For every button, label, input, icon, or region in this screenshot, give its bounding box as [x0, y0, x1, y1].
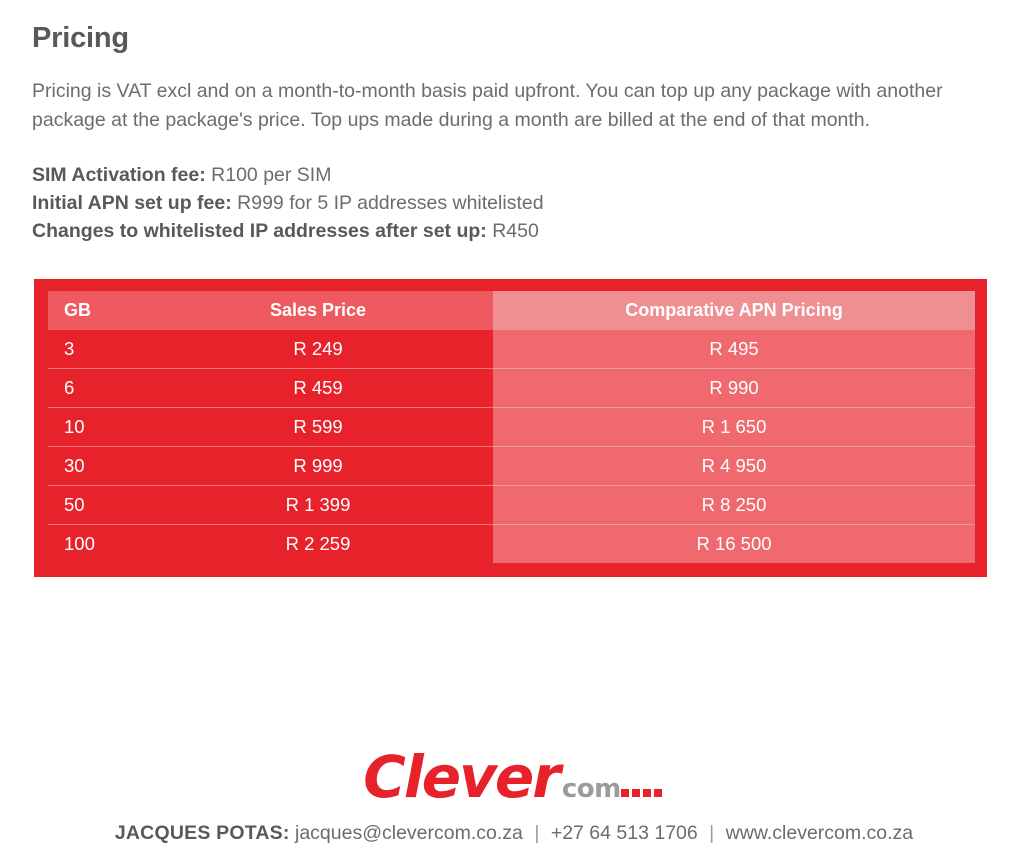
cell-gb: 10 — [48, 408, 143, 447]
cell-sales-price: R 1 399 — [143, 486, 493, 525]
table-row — [48, 447, 975, 486]
cell-sales-price: R 599 — [143, 408, 493, 447]
cell-apn-price: R 990 — [493, 369, 975, 408]
table-row — [48, 408, 975, 447]
fee-list — [32, 161, 998, 245]
fee-label: Initial APN set up fee: — [32, 192, 232, 214]
page-title: Pricing — [32, 22, 129, 54]
cell-apn-price: R 1 650 — [493, 408, 975, 447]
fee-line — [32, 161, 998, 189]
cell-apn-price: R 4 950 — [493, 447, 975, 486]
page-footer — [0, 743, 1028, 845]
cell-sales-price: R 2 259 — [143, 525, 493, 564]
logo-suffix-text: com — [561, 774, 621, 804]
fee-line — [32, 217, 998, 245]
table-row — [48, 525, 975, 564]
column-header-comparative-apn-pricing: Comparative APN Pricing — [493, 291, 975, 330]
table-body — [48, 330, 975, 563]
cell-gb: 50 — [48, 486, 143, 525]
intro-paragraph: Pricing is VAT excl and on a month-to-month basis paid upfront. You can top up any package with another package at the package's price. Top ups made during a month are billed at the end of that month. — [32, 80, 943, 131]
fee-line — [32, 189, 998, 217]
contact-separator: | — [534, 822, 540, 844]
contact-separator: | — [709, 822, 715, 844]
fee-label: Changes to whitelisted IP addresses after set up: — [32, 220, 487, 242]
table-row — [48, 330, 975, 369]
column-header-gb: GB — [48, 291, 143, 330]
cell-sales-price: R 459 — [143, 369, 493, 408]
contact-name: JACQUES POTAS: — [114, 822, 290, 844]
contact-email[interactable]: jacques@clevercom.co.za — [295, 822, 523, 844]
cell-gb: 100 — [48, 525, 143, 564]
logo-suffix-block — [562, 776, 665, 808]
table-row — [48, 369, 975, 408]
fee-label: SIM Activation fee: — [32, 164, 206, 186]
cell-apn-price: R 8 250 — [493, 486, 975, 525]
table-header-row — [48, 291, 975, 330]
clevercom-logo — [363, 743, 664, 811]
pricing-table — [48, 291, 975, 563]
fee-value: R100 per SIM — [211, 164, 332, 186]
cell-apn-price: R 495 — [493, 330, 975, 369]
cell-sales-price: R 999 — [143, 447, 493, 486]
table-header — [48, 291, 975, 330]
logo-wordmark: Clever — [363, 743, 559, 811]
table-row — [48, 486, 975, 525]
cell-gb: 30 — [48, 447, 143, 486]
cell-gb: 6 — [48, 369, 143, 408]
cell-apn-price: R 16 500 — [493, 525, 975, 564]
pricing-table-container — [34, 279, 987, 577]
column-header-sales-price: Sales Price — [143, 291, 493, 330]
cell-gb: 3 — [48, 330, 143, 369]
contact-website[interactable]: www.clevercom.co.za — [725, 822, 914, 844]
logo-dots-icon — [621, 784, 665, 801]
fee-value: R450 — [492, 220, 539, 242]
cell-sales-price: R 249 — [143, 330, 493, 369]
contact-phone[interactable]: +27 64 513 1706 — [550, 822, 698, 844]
contact-line — [0, 822, 1028, 845]
fee-value: R999 for 5 IP addresses whitelisted — [237, 192, 544, 214]
